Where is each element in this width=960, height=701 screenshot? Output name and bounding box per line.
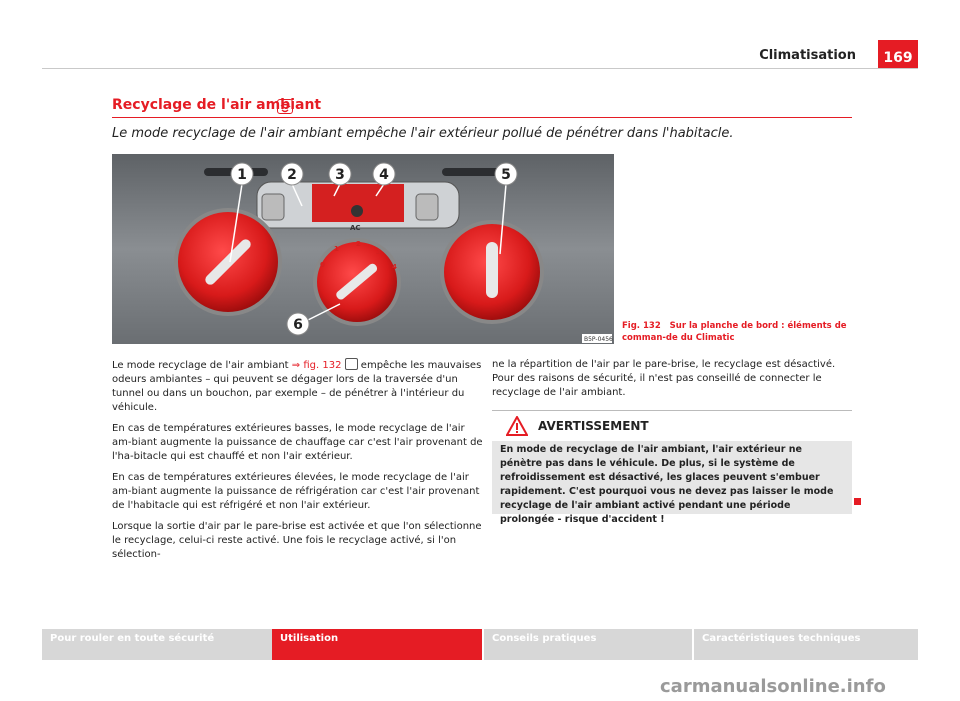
header-rule [42, 68, 918, 69]
page-number: 169 [878, 40, 918, 68]
section-rule [112, 117, 852, 118]
paragraph-3: En cas de températures extérieures élevées, le mode recyclage de l'air am-biant augmente la puissance de réfrigération car c'est l'air provenant de l'habitacle qui est réfrigéré et non l'air extérieur. [112, 472, 480, 511]
paragraph-1: Le mode recyclage de l'air ambiant ⇒ fig. 132 empêche les mauvaises odeurs ambiantes – qui peuvent se dégager lors de la traversée d'un tunnel ou dans un bouchon, par exemple – de pénétrer à l'intérieur du véhicule. [112, 360, 482, 413]
figure-number: Fig. 132 [622, 321, 661, 331]
warning-text: En mode de recyclage de l'air ambiant, l'air extérieur ne pénètre pas dans le véhicule. De plus, si le système de refroidissement est désactivé, les glaces peuvent s'embuer rapidement. C'est pourquoi vous ne devez pas laisser le mode recyclage de l'air ambiant activé pendant une période prolongée - risque d'accident ! [492, 441, 852, 514]
callout-2: 2 [287, 167, 297, 183]
footer-navigation [42, 629, 918, 660]
air-recirculation-icon [277, 99, 293, 114]
watermark: carmanualsonline.info [660, 676, 886, 697]
air-recirculation-icon [345, 358, 358, 370]
warning-triangle-icon [506, 416, 528, 440]
warning-title: AVERTISSEMENT [538, 419, 649, 433]
warning-box [492, 410, 852, 525]
fan-tick-3: 3 [376, 248, 381, 256]
figure-code: B5P-0456 [584, 336, 613, 343]
footer-tab-conseils[interactable]: Conseils pratiques [482, 629, 692, 660]
figure-caption [622, 320, 858, 344]
section-title: Recyclage de l'air ambiant [112, 97, 322, 113]
callout-1: 1 [237, 167, 247, 183]
paragraph-5: ne la répartition de l'air par le pare-brise, le recyclage est désactivé. Pour des raisons de sécurité, il n'est pas conseillé de connecter le recyclage de l'air ambiant. [492, 359, 836, 398]
callout-4: 4 [379, 167, 389, 183]
paragraph-2: En cas de températures extérieures basses, le mode recyclage de l'air am-biant augmente la puissance de chauffage car c'est l'air provenant de l'ha-bitacle qui est chauffé et non l'air extérieur. [112, 423, 483, 462]
callout-6: 6 [293, 317, 303, 333]
fan-tick-2: 2 [356, 240, 361, 248]
body-right-column [492, 358, 852, 407]
fan-tick-0: 0 [320, 261, 325, 269]
fan-tick-1: 1 [334, 245, 339, 253]
callout-3: 3 [335, 167, 345, 183]
section-end-marker [854, 498, 861, 505]
footer-tab-utilisation[interactable]: Utilisation [272, 629, 482, 660]
figure-caption-text: Sur la planche de bord : éléments de comman-de du Climatic [622, 321, 847, 343]
paragraph-4: Lorsque la sortie d'air par le pare-brise est activée et que l'on sélectionne le recyclage, celui-ci reste activé. Une fois le recyclage activé, si l'on sélection- [112, 521, 482, 560]
footer-tab-caracteristiques[interactable]: Caractéristiques techniques [692, 629, 918, 660]
chapter-title: Climatisation [759, 48, 856, 63]
fan-tick-4: 4 [392, 263, 397, 271]
section-lead: Le mode recyclage de l'air ambiant empêche l'air extérieur pollué de pénétrer dans l'habitacle. [112, 126, 734, 141]
climatic-controls-figure [112, 154, 614, 344]
footer-tab-securite[interactable]: Pour rouler en toute sécurité [50, 633, 215, 644]
callout-5: 5 [501, 167, 511, 183]
ac-label: AC [350, 224, 361, 232]
body-left-column [112, 358, 484, 569]
figure-link[interactable]: ⇒ fig. 132 [291, 360, 342, 371]
